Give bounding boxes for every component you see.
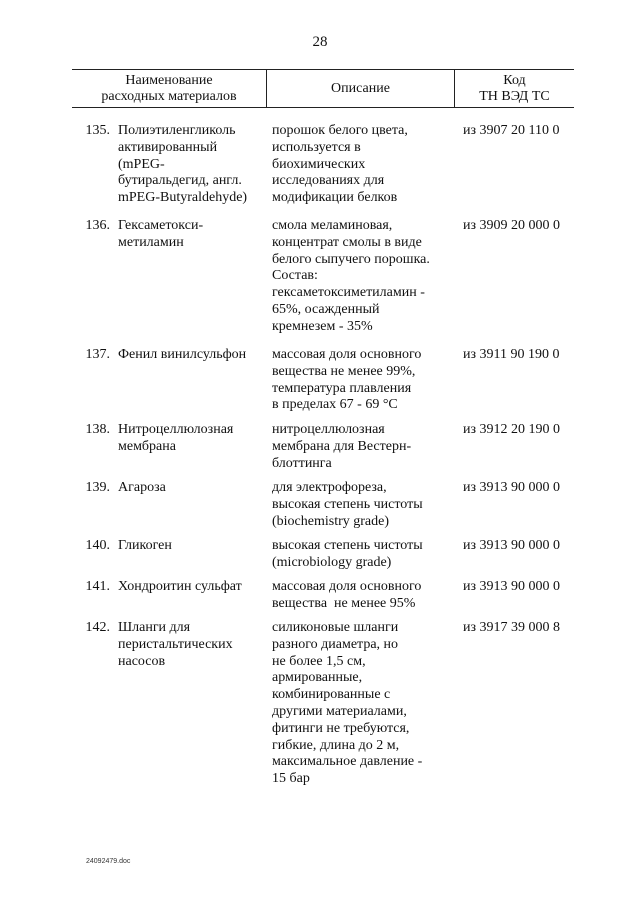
row-description: высокая степень чистоты (microbiology grade) [272, 538, 423, 570]
row-description: массовая доля основного вещества не менее 95% [272, 579, 422, 611]
row-description: порошок белого цвета, используется в биохимических исследованиях для модификации белков [272, 123, 408, 206]
row-name: Нитроцеллюлозная мембрана [118, 422, 234, 454]
row-name: Хондроитин сульфат [118, 579, 242, 594]
row-code: из 3907 20 110 0 [463, 123, 560, 138]
header-code-column [455, 73, 574, 105]
row-number: 142. [85, 620, 110, 635]
row-name: Гексаметокси- метиламин [118, 218, 204, 250]
row-description: нитроцеллюлозная мембрана для Вестерн- блоттинга [272, 422, 412, 471]
header-description-line: Описание [331, 81, 390, 96]
row-number: 141. [85, 579, 110, 594]
row-code: из 3913 90 000 0 [463, 579, 561, 594]
header-name-line: расходных материалов [101, 89, 237, 104]
row-number: 135. [85, 123, 110, 138]
row-description: массовая доля основного вещества не менее 99%, температура плавления в пределах 67 - 69 °С [272, 347, 422, 413]
row-number: 140. [85, 538, 110, 553]
footer-filename: 24092479.doc [86, 858, 131, 865]
header-top-rule [72, 69, 574, 70]
row-number: 136. [85, 218, 110, 233]
row-number: 137. [85, 347, 110, 362]
row-description: силиконовые шланги разного диаметра, но не более 1,5 см, армированные, комбинированные с другими материалами, фитинги не требуются, гибкие, длина до 2 м, максимальное давление - 15 бар [272, 620, 423, 787]
row-code: из 3912 20 190 0 [463, 422, 561, 437]
row-name: Полиэтиленгликоль активированный (mPEG- бутиральдегид, англ. mPEG-Butyraldehyde) [118, 123, 248, 206]
header-name-column [72, 73, 266, 105]
row-name: Фенил винилсульфон [118, 347, 247, 362]
row-code: из 3917 39 000 8 [463, 620, 561, 635]
header-name-line: Наименование [125, 73, 213, 88]
row-name: Шланги для перистальтических насосов [118, 620, 233, 669]
page-number: 28 [312, 34, 328, 50]
row-number: 138. [85, 422, 110, 437]
row-description: смола меламиновая, концентрат смолы в виде белого сыпучего порошка. Состав: гексаметоксиметиламин - 65%, осажденный кремнезем - 35% [272, 218, 430, 334]
header-code-line: ТН ВЭД ТС [479, 89, 550, 104]
header-description-column [267, 73, 454, 105]
row-code: из 3913 90 000 0 [463, 480, 561, 495]
row-name: Гликоген [118, 538, 172, 553]
header-bottom-rule [72, 107, 574, 108]
row-description: для электрофореза, высокая степень чистоты (biochemistry grade) [272, 480, 423, 529]
row-name: Агароза [118, 480, 166, 495]
header-code-line: Код [503, 73, 526, 88]
row-code: из 3913 90 000 0 [463, 538, 561, 553]
row-code: из 3911 90 190 0 [463, 347, 560, 362]
row-code: из 3909 20 000 0 [463, 218, 561, 233]
row-number: 139. [85, 480, 110, 495]
